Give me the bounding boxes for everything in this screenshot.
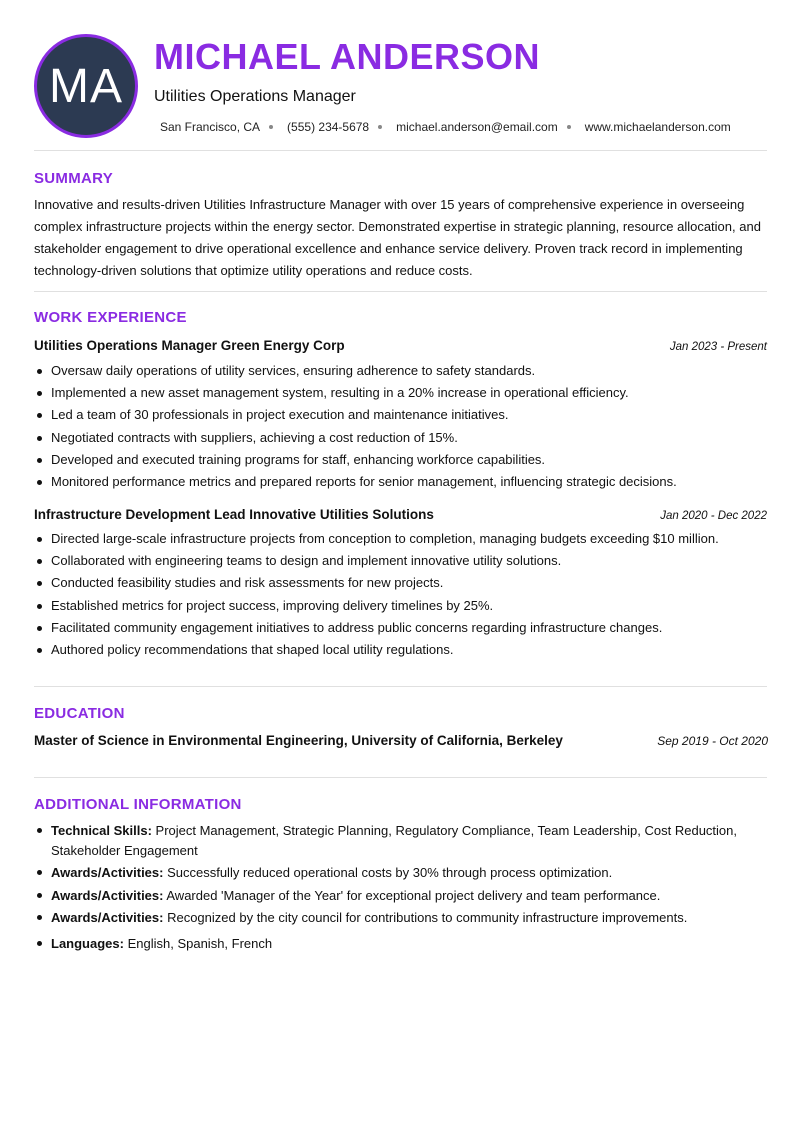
list-item: Led a team of 30 professionals in project execution and maintenance initiatives.	[34, 404, 767, 426]
item-label: Awards/Activities:	[51, 865, 164, 880]
avatar-initials: MA	[49, 59, 123, 113]
list-item: Oversaw daily operations of utility services, ensuring adherence to safety standards.	[34, 360, 767, 382]
item-text: English, Spanish, French	[123, 935, 273, 951]
separator-dot-icon	[378, 125, 382, 129]
job-bullet-list	[34, 528, 767, 661]
item-label: Awards/Activities:	[51, 887, 164, 903]
contact-phone: (555) 234-5678	[287, 120, 370, 134]
item-label: Technical Skills:	[51, 823, 152, 838]
job-header	[34, 507, 767, 522]
job-title: Utilities Operations Manager Green Energy Corp	[34, 338, 345, 353]
list-item	[34, 863, 767, 883]
candidate-name: MICHAEL ANDERSON	[154, 36, 541, 77]
education-degree: Master of Science in Environmental Engineering, University of California, Berkeley	[34, 733, 563, 748]
summary-text: Innovative and results-driven Utilities Infrastructure Manager with over 15 years of comprehensive experience in overseeing complex infrastructure projects within the energy sector. Demonstrated expertise in strategic planning, resource allocation, and stakeholder engagement to drive operational excellence and enhance service delivery. Proven track record in implementing technology-driven solutions that optimize utility operations and reduce costs.	[34, 197, 761, 278]
contact-bar	[160, 120, 731, 134]
list-item: Established metrics for project success, improving delivery timelines by 25%.	[34, 595, 767, 617]
separator-dot-icon	[567, 125, 571, 129]
list-item: Implemented a new asset management system, resulting in a 20% increase in operational efficiency.	[34, 382, 767, 404]
job-title: Infrastructure Development Lead Innovative Utilities Solutions	[34, 507, 434, 522]
summary-heading: SUMMARY	[34, 170, 114, 187]
list-item: Monitored performance metrics and prepared reports for senior management, influencing strategic decisions.	[34, 471, 767, 493]
experience-heading: WORK EXPERIENCE	[34, 309, 187, 326]
additional-list	[34, 821, 767, 956]
section-divider	[34, 686, 767, 687]
job-dates: Jan 2023 - Present	[669, 341, 767, 353]
education-heading: EDUCATION	[34, 705, 125, 722]
section-divider	[34, 777, 767, 778]
list-item: Conducted feasibility studies and risk assessments for new projects.	[34, 572, 767, 594]
section-divider	[34, 150, 767, 151]
list-item: Developed and executed training programs for staff, enhancing workforce capabilities.	[34, 449, 767, 471]
item-label: Awards/Activities:	[51, 910, 164, 925]
candidate-role: Utilities Operations Manager	[154, 88, 356, 105]
additional-heading: ADDITIONAL INFORMATION	[34, 796, 242, 813]
list-item: Facilitated community engagement initiatives to address public concerns regarding infrastructure changes.	[34, 617, 767, 639]
item-text: Awarded 'Manager of the Year' for exceptional project delivery and team performance.	[163, 887, 661, 903]
education-entry	[34, 733, 768, 748]
item-text: Project Management, Strategic Planning, Regulatory Compliance, Team Leadership, Cost Reduction, Stakeholder Engagement	[51, 823, 737, 858]
contact-website[interactable]: www.michaelanderson.com	[584, 120, 731, 134]
separator-dot-icon	[269, 125, 273, 129]
item-label: Languages:	[51, 935, 124, 951]
list-item: Directed large-scale infrastructure projects from conception to completion, managing budgets exceeding $10 million.	[34, 528, 767, 550]
list-item	[34, 821, 767, 860]
section-divider	[34, 291, 767, 292]
education-dates: Sep 2019 - Oct 2020	[657, 734, 768, 748]
list-item	[34, 886, 767, 906]
list-item	[34, 934, 767, 954]
job-header	[34, 338, 767, 353]
contact-email[interactable]: michael.anderson@email.com	[396, 120, 558, 134]
list-item: Negotiated contracts with suppliers, achieving a cost reduction of 15%.	[34, 427, 767, 449]
list-item: Authored policy recommendations that shaped local utility regulations.	[34, 639, 767, 661]
item-text: Successfully reduced operational costs by 30% through process optimization.	[163, 865, 613, 880]
avatar	[34, 34, 138, 138]
item-text: Recognized by the city council for contributions to community infrastructure improvements.	[163, 910, 688, 925]
list-item: Collaborated with engineering teams to design and implement innovative utility solutions.	[34, 550, 767, 572]
contact-location: San Francisco, CA	[160, 120, 261, 134]
list-item	[34, 908, 767, 928]
job-dates: Jan 2020 - Dec 2022	[660, 510, 767, 522]
job-bullet-list	[34, 360, 767, 493]
